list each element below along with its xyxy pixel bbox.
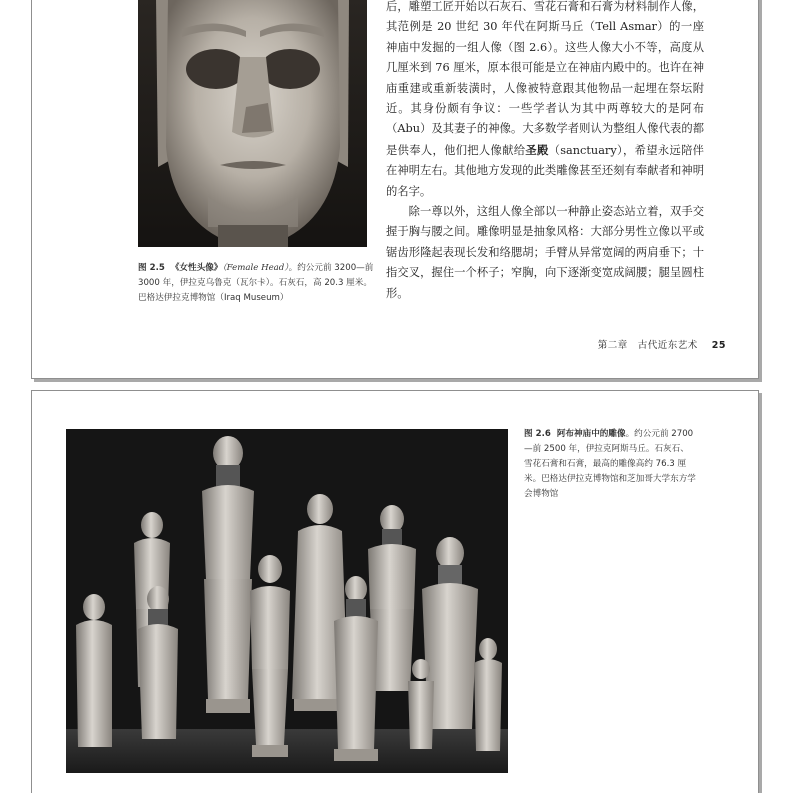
- chapter-title: 第二章 古代近东艺术: [597, 340, 698, 351]
- body-text: [386, 0, 704, 304]
- figure-caption-text: 。约公元前 3200—前 3000 年，伊拉克乌鲁克（瓦尔卡）。石灰石，高 20.3 厘米。巴格达伊拉克博物馆（Iraq Museum）: [138, 263, 374, 303]
- figure-number: 图 2.5: [138, 263, 165, 273]
- figure-number: 图 2.6: [524, 429, 551, 439]
- paragraph-text: 后，雕塑工匠开始以石灰石、雪花石膏和石膏为材料制作人像，其范例是 20 世纪 30 年代在阿斯马丘（Tell Asmar）的一座神庙中发掘的一组人像（图 2.6）。这些人像大小不等，高度从几厘米到 76 厘米，原本很可能是立在神庙内殿中的。也许在神庙重建或重新装潢时，人像被特意跟其他物品一起埋在祭坛附近。其身份颇有争议：一些学者认为其中两尊较大的是阿布（Abu）及其妻子的神像。大多数学者则认为整组人像代表的都是供奉人，他们把人像献给: [386, 0, 704, 157]
- figure-caption-text: 。约公元前 2700—前 2500 年，伊拉克阿斯马丘。石灰石、雪花石膏和石膏，最高的雕像高约 76.3 厘米。巴格达伊拉克博物馆和芝加哥大学东方学会博物馆: [524, 429, 696, 499]
- figure-title-en: （Female Head）: [222, 263, 289, 273]
- female-head-image: [138, 0, 367, 247]
- book-page-26: [31, 390, 759, 793]
- female-head-photo: [138, 0, 367, 247]
- page-footer: [598, 337, 726, 351]
- page-number: 25: [711, 340, 726, 351]
- figure-title: 阿布神庙中的雕像: [556, 429, 626, 439]
- paragraph: [386, 202, 704, 304]
- tell-asmar-statues-photo: [66, 429, 508, 773]
- book-page-25: [31, 0, 759, 379]
- figure-2-5-caption: [138, 261, 378, 306]
- paragraph: [386, 0, 704, 202]
- paragraph-text: 除一尊以外，这组人像全部以一种静止姿态站立着，双手交握于胸与腰之间。雕像明显是抽象风格：大部分男性立像以平或锯齿形隆起表现长发和络腮胡；手臂从异常宽阔的两肩垂下；十指交叉，握住一个杯子；窄胸，向下逐渐变宽成阔腰；腿呈圆柱形。: [386, 205, 704, 300]
- paragraph-text: （sanctuary），希望永远陪伴在神明左右。其他地方发现的此类雕像甚至还刻有奉献者和神明的名字。: [386, 143, 704, 198]
- figure-2-6-caption: [524, 427, 696, 502]
- statues-image: [66, 429, 508, 773]
- figure-title: 《女性头像》: [170, 263, 223, 273]
- term-sanctuary: 圣殿: [525, 142, 549, 157]
